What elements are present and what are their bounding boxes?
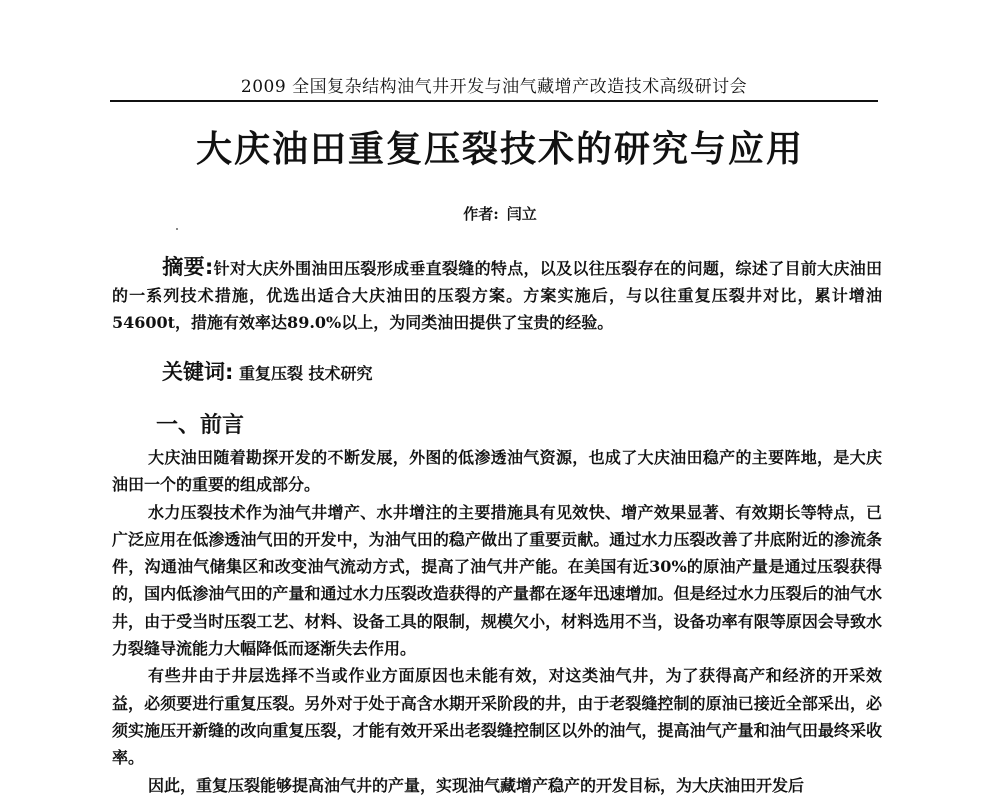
body-paragraph: 因此，重复压裂能够提高油气井的产量，实现油气藏增产稳产的开发目标，为大庆油田开发后	[148, 775, 805, 795]
abstract-block	[112, 254, 882, 336]
keywords-text: 重复压裂 技术研究	[238, 364, 373, 383]
body-paragraph: 有些井由于井层选择不当或作业方面原因也未能有效，对这类油气井，为了获得高产和经济的开采效益，必须要进行重复压裂。另外对于处于高含水期开采阶段的井，由于老裂缝控制的原油已接近全部采出，必须实施压开新缝的改向重复压裂，才能有效开采出老裂缝控制区以外的油气，提高油气产量和油气田最终采收率。	[112, 666, 882, 768]
running-header: 2009 全国复杂结构油气井开发与油气藏增产改造技术高级研讨会	[110, 76, 878, 102]
section-body	[112, 444, 882, 799]
keywords-label: 关键词:	[162, 360, 234, 384]
body-paragraph: 大庆油田随着勘探开发的不断发展，外图的低渗透油气资源，也成了大庆油田稳产的主要阵地，是大庆油田一个的重要的组成部分。	[112, 448, 882, 495]
section-heading: 一、前言	[156, 413, 245, 438]
keywords-block	[162, 358, 882, 388]
abstract-text: 针对大庆外围油田压裂形成垂直裂缝的特点，以及以往压裂存在的问题，综述了目前大庆油田的一系列技术措施，优选出适合大庆油田的压裂方案。方案实施后，与以往重复压裂井对比，累计增油54600t，措施有效率达89.0%以上，为同类油田提供了宝贵的经验。	[112, 259, 882, 332]
author-label: 作者:	[463, 205, 499, 223]
author-line	[0, 204, 1000, 224]
scan-speck	[176, 228, 178, 230]
body-paragraph: 水力压裂技术作为油气井增产、水井增注的主要措施具有见效快、增产效果显著、有效期长等特点，已广泛应用在低渗透油气田的开发中，为油气田的稳产做出了重要贡献。通过水力压裂改善了井底附近的渗流条件，沟通油气储集区和改变油气流动方式，提高了油气井产能。在美国有近30%的原油产量是通过压裂获得的，国内低渗油气田的产量和通过水力压裂改造获得的产量都在逐年迅速增加。但是经过水力压裂后的油气水井，由于受当时压裂工艺、材料、设备工具的限制，规模欠小，材料选用不当，设备功率有限等原因会导致水力裂缝导流能力大幅降低而逐渐失去作用。	[112, 502, 882, 659]
author-name: 闫立	[506, 205, 537, 223]
paper-title: 大庆油田重复压裂技术的研究与应用	[195, 129, 804, 170]
abstract-label: 摘要:	[162, 255, 214, 279]
